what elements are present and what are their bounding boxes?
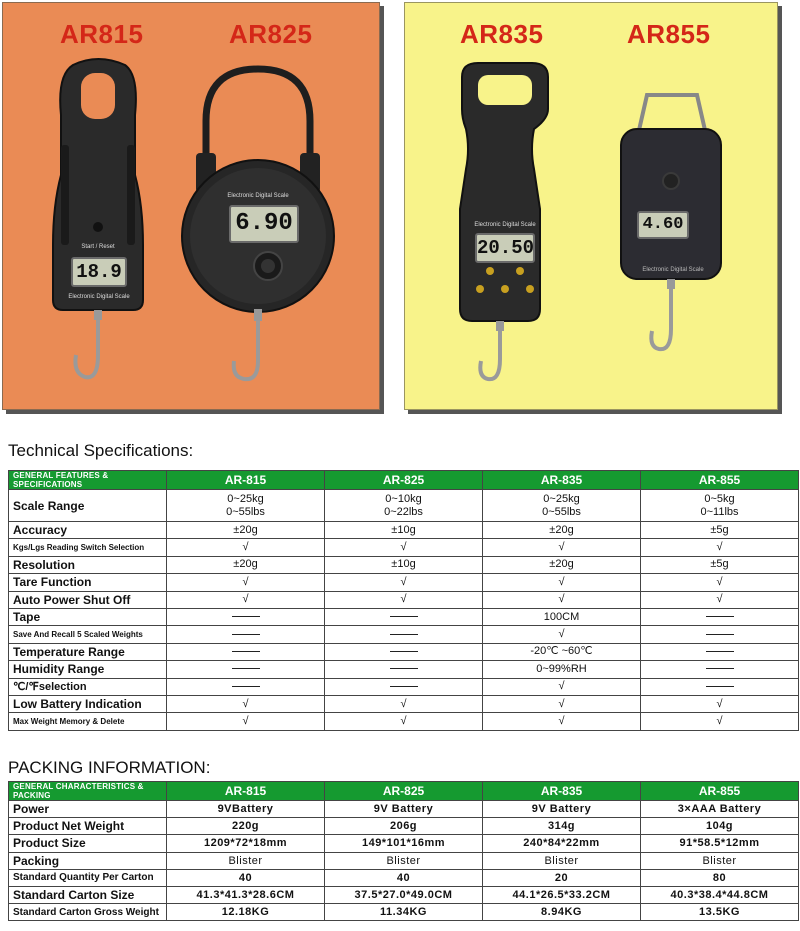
spec-value-cell: ±5g <box>641 522 799 539</box>
spec-value-cell: -20℃ ~60℃ <box>483 643 641 660</box>
packing-header-cell: AR-835 <box>483 782 641 801</box>
spec-row-label: Humidity Range <box>9 661 167 678</box>
spec-header-cell: AR-835 <box>483 471 641 490</box>
packing-row-label: Standard Carton Size <box>9 886 167 903</box>
packing-value-cell: 40 <box>167 869 325 886</box>
spec-value-cell <box>641 643 799 660</box>
not-applicable-dash <box>390 651 418 653</box>
spec-row-label: Tape <box>9 608 167 625</box>
ar815-display: 18.9 <box>71 257 127 287</box>
spec-row-label: Auto Power Shut Off <box>9 591 167 608</box>
packing-value-cell: Blister <box>641 852 799 869</box>
spec-header-cell: AR-825 <box>325 471 483 490</box>
spec-value-cell <box>641 661 799 678</box>
spec-value-cell: √ <box>483 591 641 608</box>
not-applicable-dash <box>232 686 260 688</box>
packing-value-cell: Blister <box>483 852 641 869</box>
spec-row <box>9 661 799 678</box>
packing-table-body <box>9 801 799 921</box>
spec-value-cell: √ <box>483 713 641 730</box>
spec-row <box>9 522 799 539</box>
technical-specifications-title: Technical Specifications: <box>8 441 194 460</box>
spec-value-cell: √ <box>167 695 325 712</box>
packing-header-cell: AR-855 <box>641 782 799 801</box>
packing-header-cell: GENERAL CHARACTERISTICS & PACKING <box>9 782 167 801</box>
packing-information-table <box>8 781 799 921</box>
spec-row <box>9 713 799 730</box>
model-title-ar815: AR815 <box>60 19 144 49</box>
spec-header-cell: AR-815 <box>167 471 325 490</box>
spec-value-cell: √ <box>641 539 799 556</box>
product-panel-right <box>404 2 778 410</box>
spec-value-cell: √ <box>325 713 483 730</box>
packing-row <box>9 852 799 869</box>
spec-value-cell: √ <box>641 713 799 730</box>
spec-row <box>9 608 799 625</box>
not-applicable-dash <box>390 634 418 636</box>
spec-row-label: Kgs/Lgs Reading Switch Selection <box>9 539 167 556</box>
ar815-name-label: Electronic Digital Scale <box>68 294 130 300</box>
packing-value-cell: 41.3*41.3*28.6CM <box>167 886 325 903</box>
spec-value-cell: 0~99%RH <box>483 661 641 678</box>
spec-value-cell <box>325 626 483 643</box>
spec-value-cell <box>325 661 483 678</box>
spec-row <box>9 643 799 660</box>
packing-value-cell: 40 <box>325 869 483 886</box>
spec-value-cell: √ <box>167 713 325 730</box>
spec-value-cell: √ <box>641 591 799 608</box>
ar855-display: 4.60 <box>637 211 689 239</box>
packing-row-label: Standard Quantity Per Carton <box>9 869 167 886</box>
spec-value-cell: √ <box>167 539 325 556</box>
spec-value-cell: √ <box>325 591 483 608</box>
spec-value-cell: ±20g <box>167 522 325 539</box>
packing-value-cell: 44.1*26.5*33.2CM <box>483 886 641 903</box>
spec-value-cell: ±10g <box>325 556 483 573</box>
ar835-name-label: Electronic Digital Scale <box>474 222 536 228</box>
packing-row <box>9 904 799 921</box>
packing-header-row <box>9 782 799 801</box>
not-applicable-dash <box>232 634 260 636</box>
spec-value-cell: 0~5kg 0~11lbs <box>641 490 799 522</box>
spec-value-cell <box>325 678 483 695</box>
spec-row <box>9 574 799 591</box>
packing-value-cell: 9V Battery <box>325 801 483 818</box>
spec-value-cell: √ <box>641 574 799 591</box>
spec-row <box>9 490 799 522</box>
packing-header-cell: AR-825 <box>325 782 483 801</box>
spec-value-cell: √ <box>483 678 641 695</box>
packing-value-cell: 104g <box>641 818 799 835</box>
spec-value-cell: ±20g <box>167 556 325 573</box>
packing-value-cell: Blister <box>325 852 483 869</box>
spec-row <box>9 695 799 712</box>
spec-value-cell: √ <box>167 591 325 608</box>
ar835-display: 20.50 <box>475 233 535 263</box>
not-applicable-dash <box>232 616 260 618</box>
model-title-ar855: AR855 <box>627 19 711 49</box>
packing-row <box>9 818 799 835</box>
not-applicable-dash <box>706 651 734 653</box>
packing-value-cell: 206g <box>325 818 483 835</box>
spec-table-body <box>9 490 799 731</box>
spec-row-label: Scale Range <box>9 490 167 522</box>
spec-value-cell <box>641 608 799 625</box>
ar815-start-label: Start / Reset <box>81 244 115 250</box>
spec-value-cell: √ <box>325 574 483 591</box>
packing-row <box>9 835 799 852</box>
packing-value-cell: 80 <box>641 869 799 886</box>
spec-value-cell: ±10g <box>325 522 483 539</box>
spec-value-cell: √ <box>483 574 641 591</box>
spec-header-cell: GENERAL FEATURES & SPECIFICATIONS <box>9 471 167 490</box>
spec-value-cell: √ <box>325 695 483 712</box>
spec-row <box>9 556 799 573</box>
spec-value-cell: 100CM <box>483 608 641 625</box>
spec-value-cell <box>167 678 325 695</box>
packing-value-cell: 3×AAA Battery <box>641 801 799 818</box>
spec-value-cell: √ <box>325 539 483 556</box>
packing-value-cell: 220g <box>167 818 325 835</box>
spec-row-label: Resolution <box>9 556 167 573</box>
spec-value-cell <box>167 643 325 660</box>
not-applicable-dash <box>706 634 734 636</box>
packing-row-label: Power <box>9 801 167 818</box>
packing-row <box>9 869 799 886</box>
packing-value-cell: 9VBattery <box>167 801 325 818</box>
packing-row <box>9 801 799 818</box>
not-applicable-dash <box>706 686 734 688</box>
spec-row-label: Max Weight Memory & Delete <box>9 713 167 730</box>
spec-row-label: Low Battery Indication <box>9 695 167 712</box>
packing-value-cell: 91*58.5*12mm <box>641 835 799 852</box>
spec-row <box>9 678 799 695</box>
spec-value-cell <box>325 643 483 660</box>
spec-value-cell <box>167 608 325 625</box>
packing-header-cell: AR-815 <box>167 782 325 801</box>
spec-value-cell: √ <box>167 574 325 591</box>
packing-value-cell: 1209*72*18mm <box>167 835 325 852</box>
packing-information-title: PACKING INFORMATION: <box>8 758 211 777</box>
packing-value-cell: 9V Battery <box>483 801 641 818</box>
spec-row <box>9 539 799 556</box>
not-applicable-dash <box>390 616 418 618</box>
spec-value-cell: √ <box>483 539 641 556</box>
ar815-scale-image <box>43 55 153 395</box>
spec-row-label: Save And Recall 5 Scaled Weights <box>9 626 167 643</box>
packing-row-label: Packing <box>9 852 167 869</box>
product-panel-left <box>2 2 380 410</box>
packing-row-label: Standard Carton Gross Weight <box>9 904 167 921</box>
packing-value-cell: 13.5KG <box>641 904 799 921</box>
packing-value-cell: 12.18KG <box>167 904 325 921</box>
spec-value-cell: 0~25kg 0~55lbs <box>483 490 641 522</box>
packing-value-cell: 8.94KG <box>483 904 641 921</box>
spec-value-cell <box>641 626 799 643</box>
spec-row <box>9 626 799 643</box>
not-applicable-dash <box>232 651 260 653</box>
not-applicable-dash <box>706 668 734 670</box>
spec-value-cell: ±20g <box>483 556 641 573</box>
spec-value-cell <box>167 661 325 678</box>
packing-value-cell: 149*101*16mm <box>325 835 483 852</box>
spec-row-label: Accuracy <box>9 522 167 539</box>
spec-row <box>9 591 799 608</box>
spec-value-cell <box>167 626 325 643</box>
technical-specifications-table <box>8 470 799 731</box>
packing-value-cell: 40.3*38.4*44.8CM <box>641 886 799 903</box>
spec-value-cell: √ <box>483 626 641 643</box>
model-title-ar825: AR825 <box>229 19 313 49</box>
spec-value-cell: 0~25kg 0~55lbs <box>167 490 325 522</box>
ar825-name-label: Electronic Digital Scale <box>227 193 289 199</box>
packing-row <box>9 886 799 903</box>
spec-header-row <box>9 471 799 490</box>
not-applicable-dash <box>706 616 734 618</box>
spec-value-cell: √ <box>641 695 799 712</box>
ar825-display: 6.90 <box>229 205 299 243</box>
spec-row-label: Temperature Range <box>9 643 167 660</box>
packing-row-label: Product Size <box>9 835 167 852</box>
packing-value-cell: 20 <box>483 869 641 886</box>
not-applicable-dash <box>390 686 418 688</box>
spec-value-cell: 0~10kg 0~22lbs <box>325 490 483 522</box>
spec-value-cell: ±5g <box>641 556 799 573</box>
packing-value-cell: 37.5*27.0*49.0CM <box>325 886 483 903</box>
packing-value-cell: Blister <box>167 852 325 869</box>
packing-value-cell: 11.34KG <box>325 904 483 921</box>
spec-row-label: Tare Function <box>9 574 167 591</box>
spec-value-cell: √ <box>483 695 641 712</box>
not-applicable-dash <box>232 668 260 670</box>
spec-value-cell <box>641 678 799 695</box>
packing-value-cell: 240*84*22mm <box>483 835 641 852</box>
ar855-name-label: Electronic Digital Scale <box>642 267 704 273</box>
not-applicable-dash <box>390 668 418 670</box>
spec-header-cell: AR-855 <box>641 471 799 490</box>
packing-row-label: Product Net Weight <box>9 818 167 835</box>
spec-value-cell <box>325 608 483 625</box>
packing-value-cell: 314g <box>483 818 641 835</box>
model-title-ar835: AR835 <box>460 19 544 49</box>
spec-value-cell: ±20g <box>483 522 641 539</box>
spec-row-label: ℃/℉selection <box>9 678 167 695</box>
